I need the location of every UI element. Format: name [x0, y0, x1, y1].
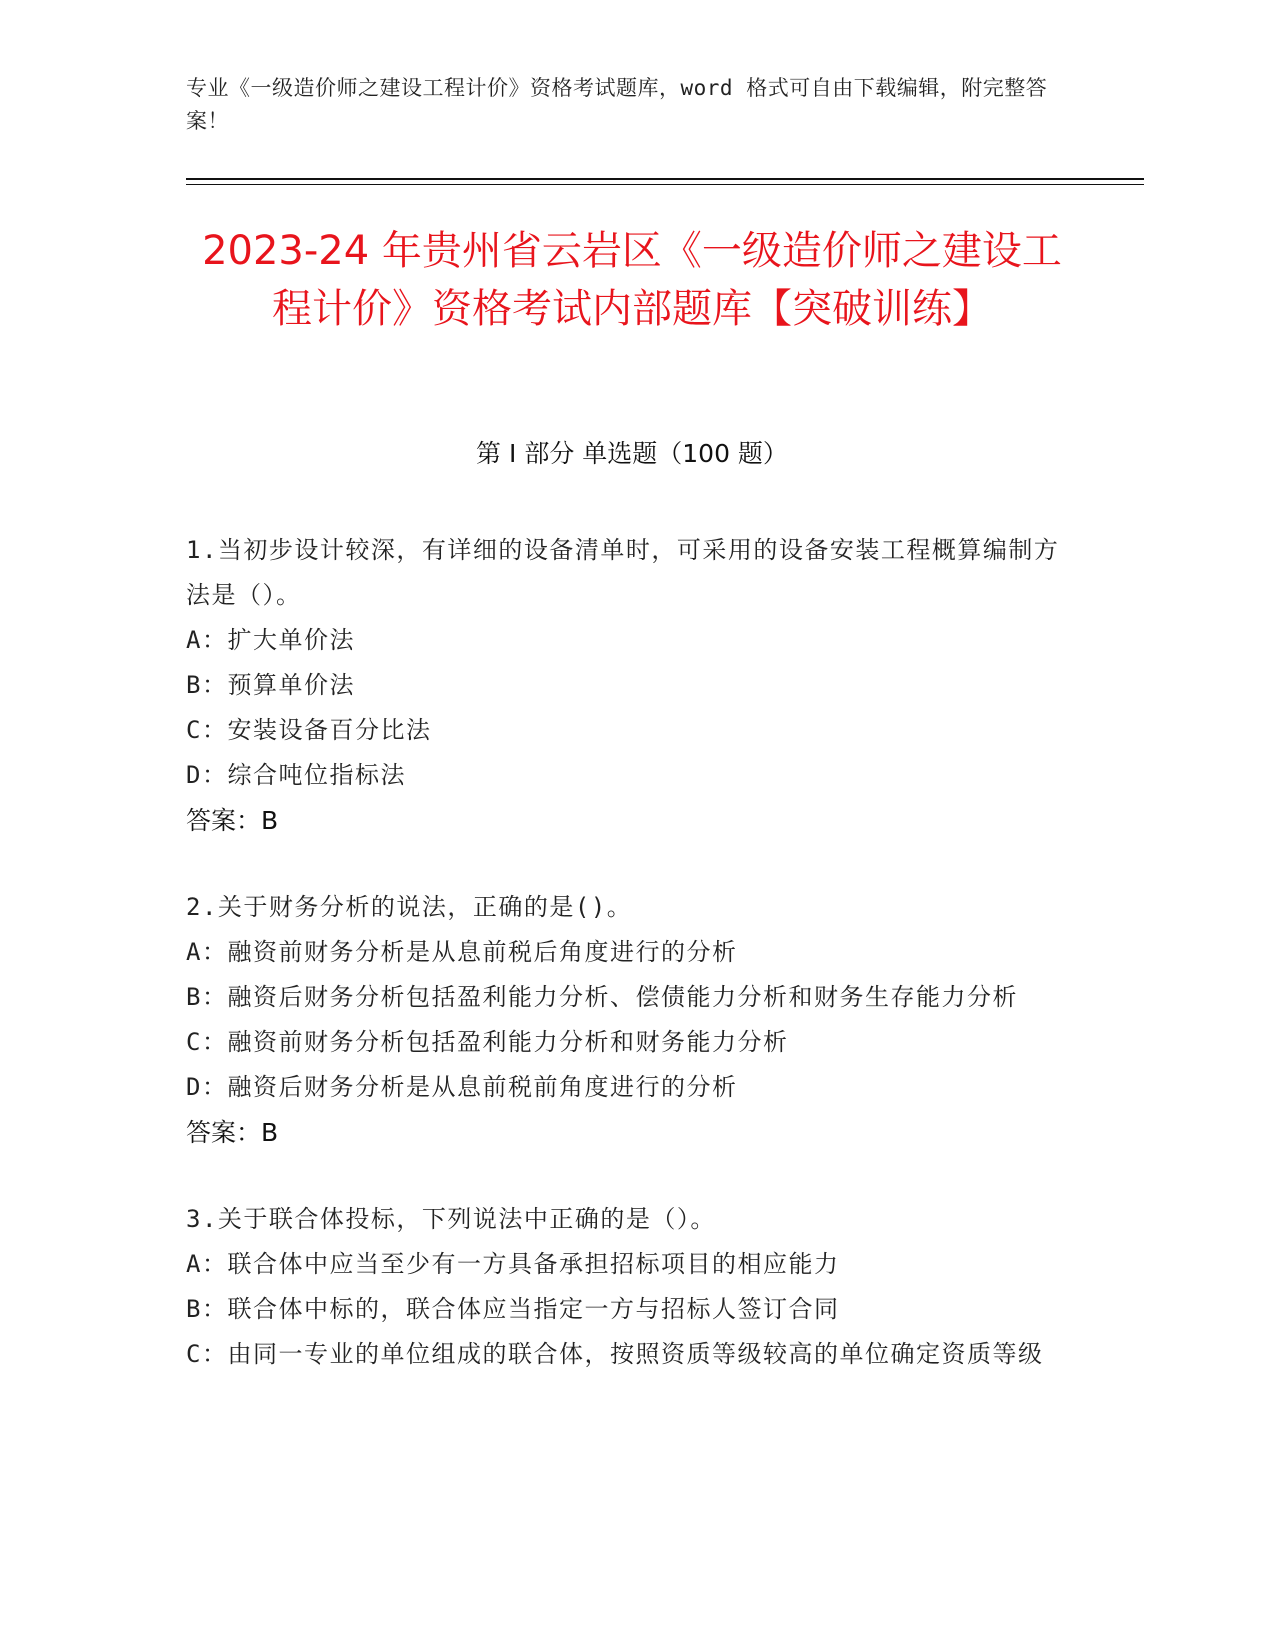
option-a: A：扩大单价法 [186, 626, 355, 654]
section-title: 第 I 部分 单选题（100 题） [476, 439, 788, 468]
header-divider-thin [186, 184, 1144, 185]
answer-line: 答案：B [186, 1118, 279, 1147]
question-2 [186, 885, 1066, 1155]
option-a: A：联合体中应当至少有一方具备承担招标项目的相应能力 [186, 1250, 840, 1278]
option-c: C：融资前财务分析包括盈利能力分析和财务能力分析 [186, 1028, 789, 1056]
option-b: B：联合体中标的，联合体应当指定一方与招标人签订合同 [186, 1295, 840, 1323]
question-list [186, 528, 1066, 1419]
header-note: 专业《一级造价师之建设工程计价》资格考试题库，word 格式可自由下载编辑，附完整答案！ [186, 76, 1048, 133]
question-1 [186, 528, 1066, 843]
document-title: 2023-24 年贵州省云岩区《一级造价师之建设工程计价》资格考试内部题库【突破训练】 [202, 228, 1062, 332]
question-3 [186, 1197, 1066, 1377]
option-c: C：安装设备百分比法 [186, 716, 432, 744]
header-divider [186, 178, 1144, 180]
question-stem: 2.关于财务分析的说法，正确的是()。 [186, 893, 633, 921]
option-b: B：预算单价法 [186, 671, 355, 699]
option-d: D：综合吨位指标法 [186, 761, 406, 789]
option-b: B：融资后财务分析包括盈利能力分析、偿债能力分析和财务生存能力分析 [186, 983, 1018, 1011]
option-a: A：融资前财务分析是从息前税后角度进行的分析 [186, 938, 738, 966]
answer-line: 答案：B [186, 806, 279, 835]
option-c: C：由同一专业的单位组成的联合体，按照资质等级较高的单位确定资质等级 [186, 1340, 1044, 1368]
option-d: D：融资后财务分析是从息前税前角度进行的分析 [186, 1073, 738, 1101]
question-stem: 3.关于联合体投标，下列说法中正确的是（）。 [186, 1205, 716, 1233]
question-stem: 1.当初步设计较深，有详细的设备清单时，可采用的设备安装工程概算编制方法是（）。 [186, 536, 1060, 609]
